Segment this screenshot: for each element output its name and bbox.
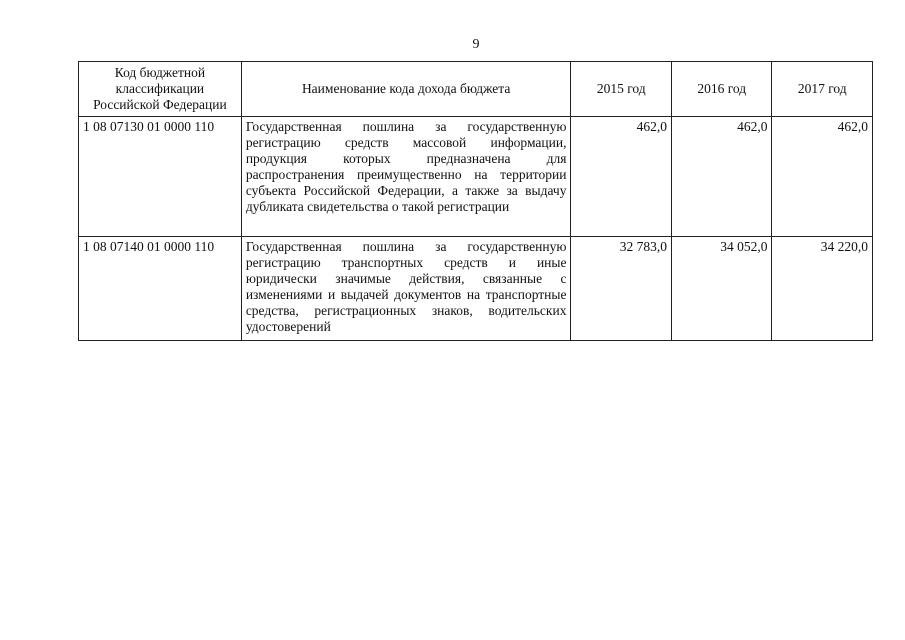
page-number: 9: [472, 37, 480, 52]
row-value-2016: 34 052,0: [671, 237, 772, 341]
row-value-2017: 462,0: [772, 117, 873, 237]
header-code: Код бюджетной классификации Российской Федерации: [79, 62, 242, 117]
table-row: [79, 237, 873, 341]
row-value-2015: 462,0: [571, 117, 672, 237]
budget-revenue-table: [78, 61, 873, 341]
row-name: Государственная пошлина за государственную регистрацию средств массовой информации, продукция которых предназначена для распространения преимущественно на территории субъекта Российской Федерации, а также за выдачу дубликата свидетельства о такой регистрации: [241, 117, 571, 237]
header-2015: 2015 год: [571, 62, 672, 117]
row-value-2016: 462,0: [671, 117, 772, 237]
header-2017: 2017 год: [772, 62, 873, 117]
header-2016: 2016 год: [671, 62, 772, 117]
row-value-2017: 34 220,0: [772, 237, 873, 341]
row-code: 1 08 07140 01 0000 110: [79, 237, 242, 341]
table-header-row: [79, 62, 873, 117]
row-code: 1 08 07130 01 0000 110: [79, 117, 242, 237]
row-value-2015: 32 783,0: [571, 237, 672, 341]
header-name: Наименование кода дохода бюджета: [241, 62, 571, 117]
row-name: Государственная пошлина за государственную регистрацию транспортных средств и иные юридически значимые действия, связанные с изменениями и выдачей документов на транспортные средства, регистрационных знаков, водительских удостоверений: [241, 237, 571, 341]
table-row: [79, 117, 873, 237]
